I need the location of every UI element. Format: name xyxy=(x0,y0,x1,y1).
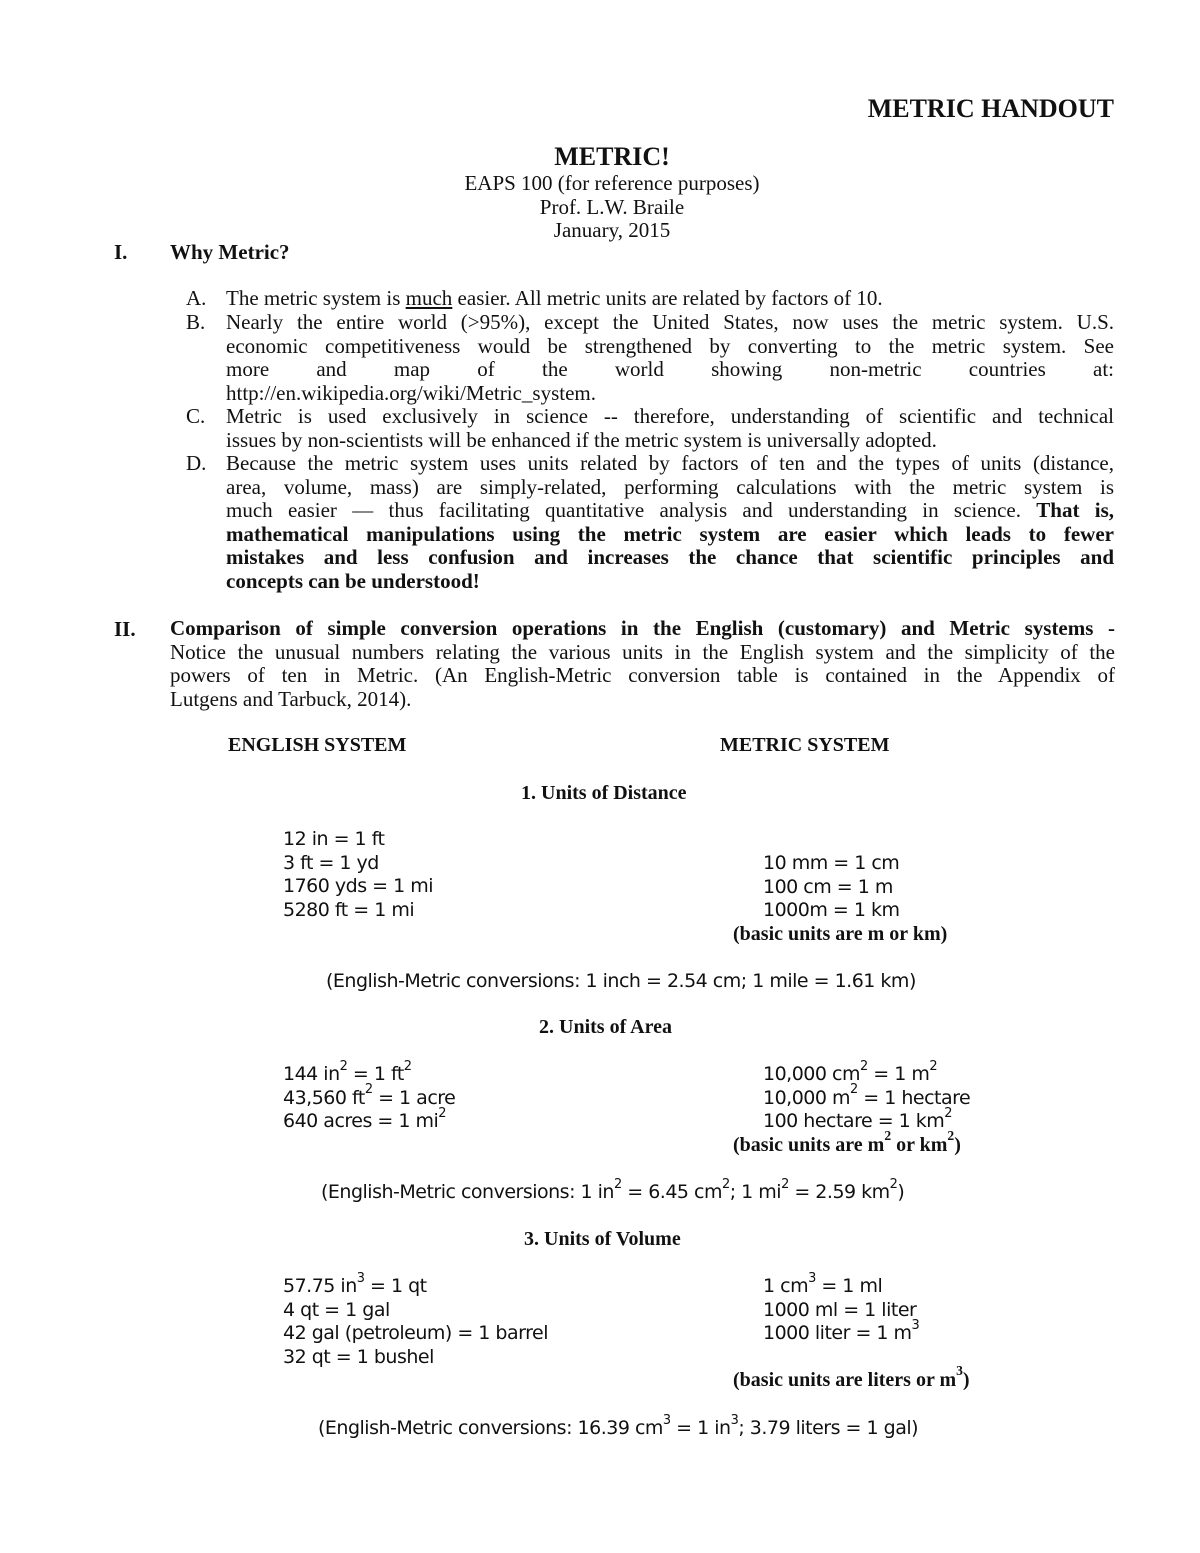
item-d-bold-line: mistakes and less confusion and increases the chance that scientific principles and xyxy=(226,545,1114,569)
list-item: 43,560 $ft^2 = 1$ acre xyxy=(283,1082,456,1109)
list-item: 1760 yds = 1 mi xyxy=(283,875,434,897)
item-a-text-pre: The metric system is xyxy=(226,286,406,310)
volume-english-list xyxy=(283,1270,548,1369)
english-system-header: ENGLISH SYSTEM xyxy=(228,734,407,756)
section-2-line: Notice the unusual numbers relating the various units in the English system and the simplicity of the xyxy=(170,639,1115,664)
item-a-emphasis: much xyxy=(405,286,453,310)
item-d-line: Because the metric system uses units related by factors of ten and the types of units (distance, xyxy=(226,451,1114,475)
area-metric-list xyxy=(763,1058,971,1134)
area-heading: 2. Units of Area xyxy=(539,1016,672,1038)
volume-metric-list xyxy=(763,1270,920,1346)
item-b-link: http://en.wikipedia.org/wiki/Metric_system. xyxy=(226,380,596,405)
item-d-bold-line: concepts can be understood! xyxy=(226,568,480,593)
item-d-line xyxy=(226,499,1114,523)
item-a-letter: A. xyxy=(186,286,207,310)
list-item: 12 in = 1 ft xyxy=(283,828,385,850)
volume-conversions: (English-Metric conversions: 16.39 $cm^3 = 1$ $in^3$; 3.79 liters = 1 gal) xyxy=(318,1412,919,1439)
item-a-text xyxy=(226,287,883,311)
list-item: 10,000 $cm^2 = 1$ $m^2$ xyxy=(763,1058,938,1085)
list-item: 100 cm = 1 m xyxy=(763,875,893,898)
list-item: 1000 liter = 1 $m^3$ xyxy=(763,1317,920,1344)
section-2-paragraph xyxy=(170,617,1115,711)
area-conversions: (English-Metric conversions: 1 $in^2 = 6.45$ $cm^2$; 1 $mi^2 = 2.59$ $km^2$) xyxy=(321,1176,905,1203)
item-c-letter: C. xyxy=(186,404,206,428)
list-item: 10,000 $m^2 = 1$ hectare xyxy=(763,1082,971,1109)
distance-metric-list xyxy=(763,852,900,923)
list-item: 1000m = 1 km xyxy=(763,899,900,921)
section-2-numeral: II. xyxy=(114,617,136,641)
item-d-bold-line: mathematical manipulations using the metric system are easier which leads to fewer xyxy=(226,521,1114,546)
item-c-line: issues by non-scientists will be enhanced if the metric system is universally adopted. xyxy=(226,427,937,452)
item-d-text xyxy=(226,452,1114,593)
distance-english-list xyxy=(283,828,433,922)
volume-heading: 3. Units of Volume xyxy=(524,1228,681,1250)
list-item: 5280 ft = 1 mi xyxy=(283,898,415,921)
area-basic-units: (basic units are $m^2$ or $km^2$) xyxy=(733,1128,961,1156)
list-item: 57.75 $in^3 = 1$ qt xyxy=(283,1270,427,1297)
item-a-text-post: easier. All metric units are related by factors of 10. xyxy=(452,286,883,310)
author-line: Prof. L.W. Braile xyxy=(539,194,685,219)
list-item: 640 acres = 1 $mi^2$ xyxy=(283,1105,447,1132)
distance-conversions: (English-Metric conversions: 1 inch = 2.54 cm; 1 mile = 1.61 km) xyxy=(326,970,916,992)
document-type-heading: METRIC HANDOUT xyxy=(867,94,1114,123)
list-item: 144 $in^2 = 1$ $ft^2$ xyxy=(283,1058,412,1085)
item-d-line3-bold: That is, xyxy=(1036,498,1114,522)
item-b-text xyxy=(226,311,1114,405)
section-2-line: powers of ten in Metric. (An English-Metric conversion table is contained in the Appendix of xyxy=(170,663,1115,687)
list-item: 1 $cm^3 = 1$ ml xyxy=(763,1270,883,1297)
title-block xyxy=(0,142,1200,243)
volume-basic-units: (basic units are liters or $m^3$) xyxy=(733,1363,970,1391)
distance-basic-units: (basic units are m or km) xyxy=(733,923,948,945)
distance-heading: 1. Units of Distance xyxy=(521,782,687,804)
list-item: 32 qt = 1 bushel xyxy=(283,1345,434,1368)
section-1-numeral: I. xyxy=(114,240,128,264)
item-b-line: more and map of the world showing non-metric countries at: xyxy=(226,357,1114,381)
section-2-line: Lutgens and Tarbuck, 2014). xyxy=(170,686,412,711)
list-item: 10 mm = 1 cm xyxy=(763,852,900,874)
section-1-heading: Why Metric? xyxy=(170,240,290,264)
page-title: METRIC! xyxy=(554,142,670,171)
list-item: 42 gal (petroleum) = 1 barrel xyxy=(283,1322,548,1344)
section-2-heading: Comparison of simple conversion operations in the English (customary) and Metric systems - xyxy=(170,616,1115,640)
item-b-line: economic competitiveness would be strengthened by converting to the metric system. See xyxy=(226,333,1114,358)
item-c-text xyxy=(226,405,1114,452)
list-item: 100 hectare = 1 $km^2$ xyxy=(763,1105,953,1132)
item-c-line: Metric is used exclusively in science -- therefore, understanding of scientific and technical xyxy=(226,404,1114,428)
list-item: 4 qt = 1 gal xyxy=(283,1298,390,1321)
list-item: 3 ft = 1 yd xyxy=(283,851,379,874)
item-d-line: area, volume, mass) are simply-related, performing calculations with the metric system is xyxy=(226,474,1114,499)
list-item: 1000 ml = 1 liter xyxy=(763,1298,917,1321)
date-line: January, 2015 xyxy=(553,218,671,242)
metric-system-header: METRIC SYSTEM xyxy=(720,734,890,756)
area-english-list xyxy=(283,1058,456,1134)
item-b-line: Nearly the entire world (>95%), except the United States, now uses the metric system. U.S. xyxy=(226,310,1114,334)
course-line: EAPS 100 (for reference purposes) xyxy=(464,171,760,195)
item-d-letter: D. xyxy=(186,451,207,475)
item-d-line3-text: much easier — thus facilitating quantitative analysis and understanding in science. xyxy=(226,498,1037,522)
item-b-letter: B. xyxy=(186,310,206,334)
